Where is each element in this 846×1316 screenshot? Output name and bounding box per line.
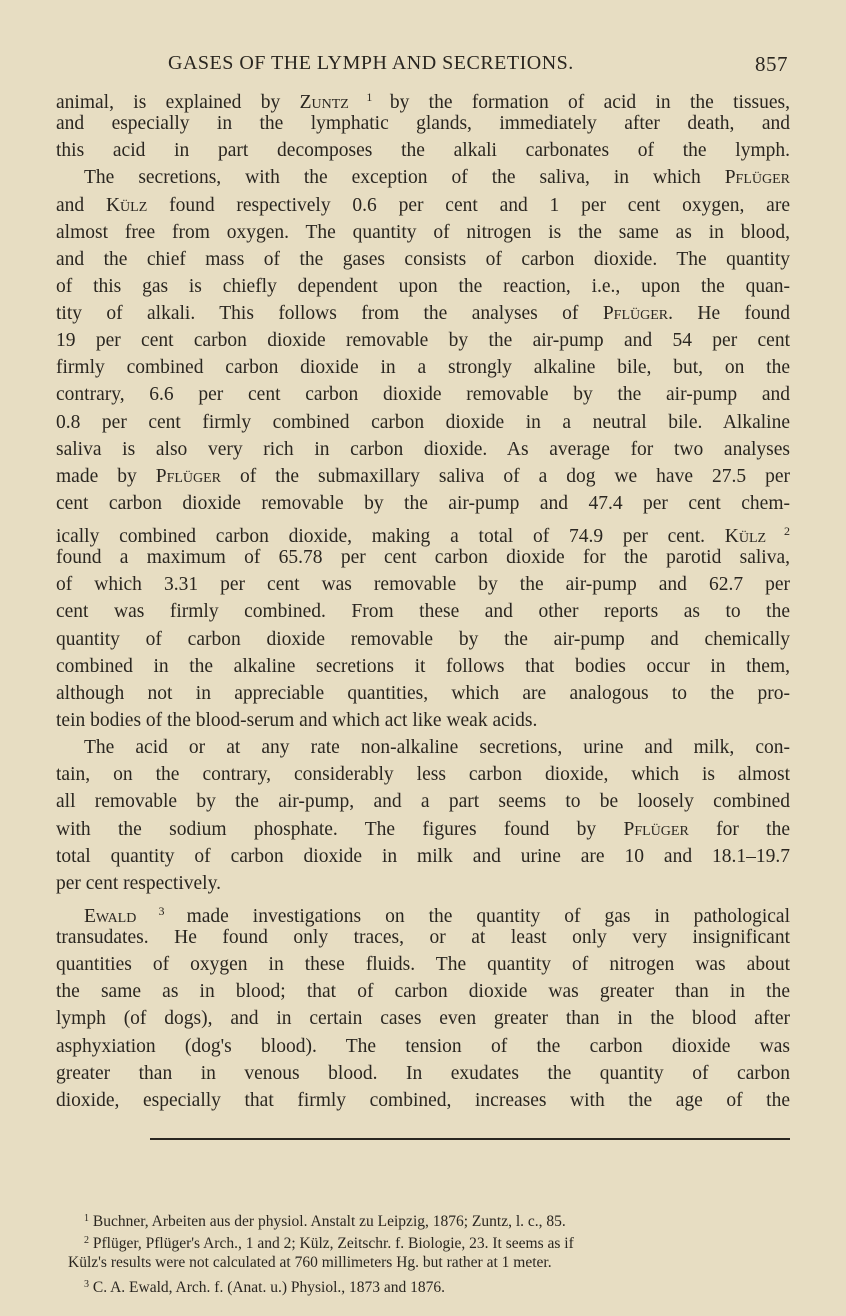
text-line: [56, 303, 790, 325]
text-segment: dioxide, especially that firmly combined, increases with the age of the: [56, 1089, 790, 1111]
text-segment: saliva is also very rich in carbon dioxide. As average for two analyses: [56, 438, 790, 460]
text-line: [56, 249, 790, 271]
text-line: [56, 764, 790, 786]
text-segment: cent carbon dioxide removable by the air-pump and 47.4 per cent chem-: [56, 492, 790, 514]
text-line: [56, 222, 790, 244]
footnote-line: [68, 1254, 790, 1272]
text-line: [56, 601, 790, 623]
header-title: GASES OF THE LYMPH AND SECRETIONS.: [168, 52, 574, 74]
text-line: [56, 276, 790, 298]
text-segment: quantity of carbon dioxide removable by the air-pump and chemically: [56, 628, 790, 650]
text-segment: tain, on the contrary, considerably less carbon dioxide, which is almost: [56, 764, 790, 786]
footnote-ref: 3: [136, 903, 187, 918]
text-segment: and especially in the lymphatic glands, immediately after death, and: [56, 113, 790, 135]
text-segment: made by: [56, 465, 156, 487]
text-segment: Ewald: [84, 905, 137, 927]
text-segment: found respectively 0.6 per cent and 1 per cent oxygen, are: [147, 194, 790, 216]
text-segment: made investigations on the quantity of gas in pathological: [186, 905, 791, 927]
footnote-number: 3: [84, 1279, 89, 1290]
text-line: [56, 113, 790, 135]
footnote-text: C. A. Ewald, Arch. f. (Anat. u.) Physiol., 1873 and 1876.: [89, 1279, 446, 1296]
text-line: [56, 1063, 790, 1085]
text-line: [56, 791, 790, 813]
text-segment: for the: [688, 818, 790, 840]
text-segment: transudates. He found only traces, or at least only very insignificant: [56, 927, 790, 949]
text-segment: by the formation of acid in the tissues,: [389, 92, 791, 113]
text-segment: although not in appreciable quantities, which are analogous to the pro-: [56, 682, 790, 704]
text-segment: The secretions, with the exception of the saliva, in which: [84, 167, 725, 189]
text-line: [56, 819, 790, 841]
text-segment: ically combined carbon dioxide, making a total of 74.9 per cent.: [56, 526, 725, 548]
text-segment: Pflüger: [623, 818, 689, 840]
text-segment: Külz: [105, 194, 148, 216]
text-line: [56, 981, 790, 1003]
text-segment: almost free from oxygen. The quantity of nitrogen is the same as in blood,: [56, 221, 790, 243]
text-segment: The acid or at any rate non-alkaline secretions, urine and milk, con-: [84, 737, 790, 759]
footnote-line: [84, 1276, 790, 1297]
text-segment: contrary, 6.6 per cent carbon dioxide removable by the air-pump and: [56, 384, 790, 406]
page-number: 857: [755, 52, 788, 76]
text-segment: firmly combined carbon dioxide in a strongly alkaline bile, but, on the: [56, 357, 790, 379]
text-line: [56, 1090, 790, 1112]
footnote-text: Pflüger, Pflüger's Arch., 1 and 2; Külz, Zeitschr. f. Biologie, 23. It seems as if: [89, 1235, 574, 1252]
text-line: [84, 167, 790, 189]
text-line: [56, 86, 790, 114]
text-segment: tity of alkali. This follows from the analyses of: [56, 303, 603, 325]
footnote-rule: [150, 1138, 790, 1140]
footnote-ref: 1: [348, 90, 390, 104]
text-segment: Külz: [724, 526, 767, 548]
text-line: [56, 1008, 790, 1030]
footnote-ref: 2: [766, 524, 790, 539]
text-line: [56, 683, 790, 705]
text-segment: per cent respectively.: [56, 872, 221, 894]
text-segment: and: [56, 194, 106, 216]
running-header: [168, 52, 788, 75]
text-segment: Zuntz: [299, 92, 349, 113]
text-segment: the same as in blood; that of carbon dioxide was greater than in the: [56, 981, 790, 1003]
text-segment: total quantity of carbon dioxide in milk and urine are 10 and 18.1–19.7: [56, 845, 790, 867]
text-line: [56, 412, 790, 434]
text-line: [56, 574, 790, 596]
text-line: [56, 656, 790, 678]
text-line: [56, 873, 790, 895]
text-line: [56, 520, 790, 548]
footnote-line: [84, 1232, 790, 1253]
text-segment: this acid in part decomposes the alkali carbonates of the lymph.: [56, 140, 790, 162]
text-segment: Pflüger: [155, 465, 222, 487]
text-line: [56, 330, 790, 352]
text-segment: and the chief mass of the gases consists of carbon dioxide. The quantity: [56, 248, 790, 270]
text-line: [84, 737, 790, 759]
footnote-number: 1: [84, 1213, 89, 1224]
text-segment: tein bodies of the blood-serum and which act like weak acids.: [56, 709, 538, 731]
text-segment: all removable by the air-pump, and a part seems to be loosely combined: [56, 791, 790, 813]
footnote-line: [84, 1210, 790, 1231]
text-segment: found a maximum of 65.78 per cent carbon dioxide for the parotid saliva,: [56, 547, 790, 569]
text-line: [56, 710, 790, 732]
text-segment: greater than in venous blood. In exudates the quantity of carbon: [56, 1062, 790, 1084]
text-segment: of which 3.31 per cent was removable by the air-pump and 62.7 per: [56, 574, 790, 596]
text-line: [56, 927, 790, 949]
text-line: [56, 195, 790, 217]
text-segment: asphyxiation (dog's blood). The tension of the carbon dioxide was: [56, 1035, 790, 1057]
text-segment: with the sodium phosphate. The figures found by: [56, 818, 624, 840]
text-segment: lymph (of dogs), and in certain cases even greater than in the blood after: [56, 1008, 790, 1030]
text-segment: of the submaxillary saliva of a dog we have 27.5 per: [221, 465, 790, 487]
text-line: [56, 357, 790, 379]
text-segment: Pflüger: [602, 303, 669, 325]
text-segment: animal, is explained by: [56, 92, 300, 113]
text-segment: cent was firmly combined. From these and other reports as to the: [56, 601, 790, 623]
text-segment: . He found: [668, 303, 790, 325]
text-line: [56, 384, 790, 406]
footnote-text: Külz's results were not calculated at 760 millimeters Hg. but rather at 1 meter.: [68, 1254, 552, 1271]
text-line: [56, 140, 790, 162]
text-segment: quantities of oxygen in these fluids. The quantity of nitrogen was about: [56, 954, 790, 976]
text-line: [84, 900, 790, 928]
text-line: [56, 493, 790, 515]
text-line: [56, 1036, 790, 1058]
text-line: [56, 954, 790, 976]
text-segment: combined in the alkaline secretions it follows that bodies occur in them,: [56, 655, 790, 677]
text-line: [56, 439, 790, 461]
text-segment: 0.8 per cent firmly combined carbon dioxide in a neutral bile. Alkaline: [56, 411, 790, 433]
text-line: [56, 466, 790, 488]
text-segment: Pflüger: [724, 167, 790, 189]
text-segment: of this gas is chiefly dependent upon the reaction, i.e., upon the quan-: [56, 275, 790, 297]
text-line: [56, 547, 790, 569]
text-segment: 19 per cent carbon dioxide removable by the air-pump and 54 per cent: [56, 330, 790, 352]
footnote-number: 2: [84, 1235, 89, 1246]
text-line: [56, 629, 790, 651]
text-line: [56, 846, 790, 868]
footnote-text: Buchner, Arbeiten aus der physiol. Anstalt zu Leipzig, 1876; Zuntz, l. c., 85.: [89, 1213, 566, 1230]
